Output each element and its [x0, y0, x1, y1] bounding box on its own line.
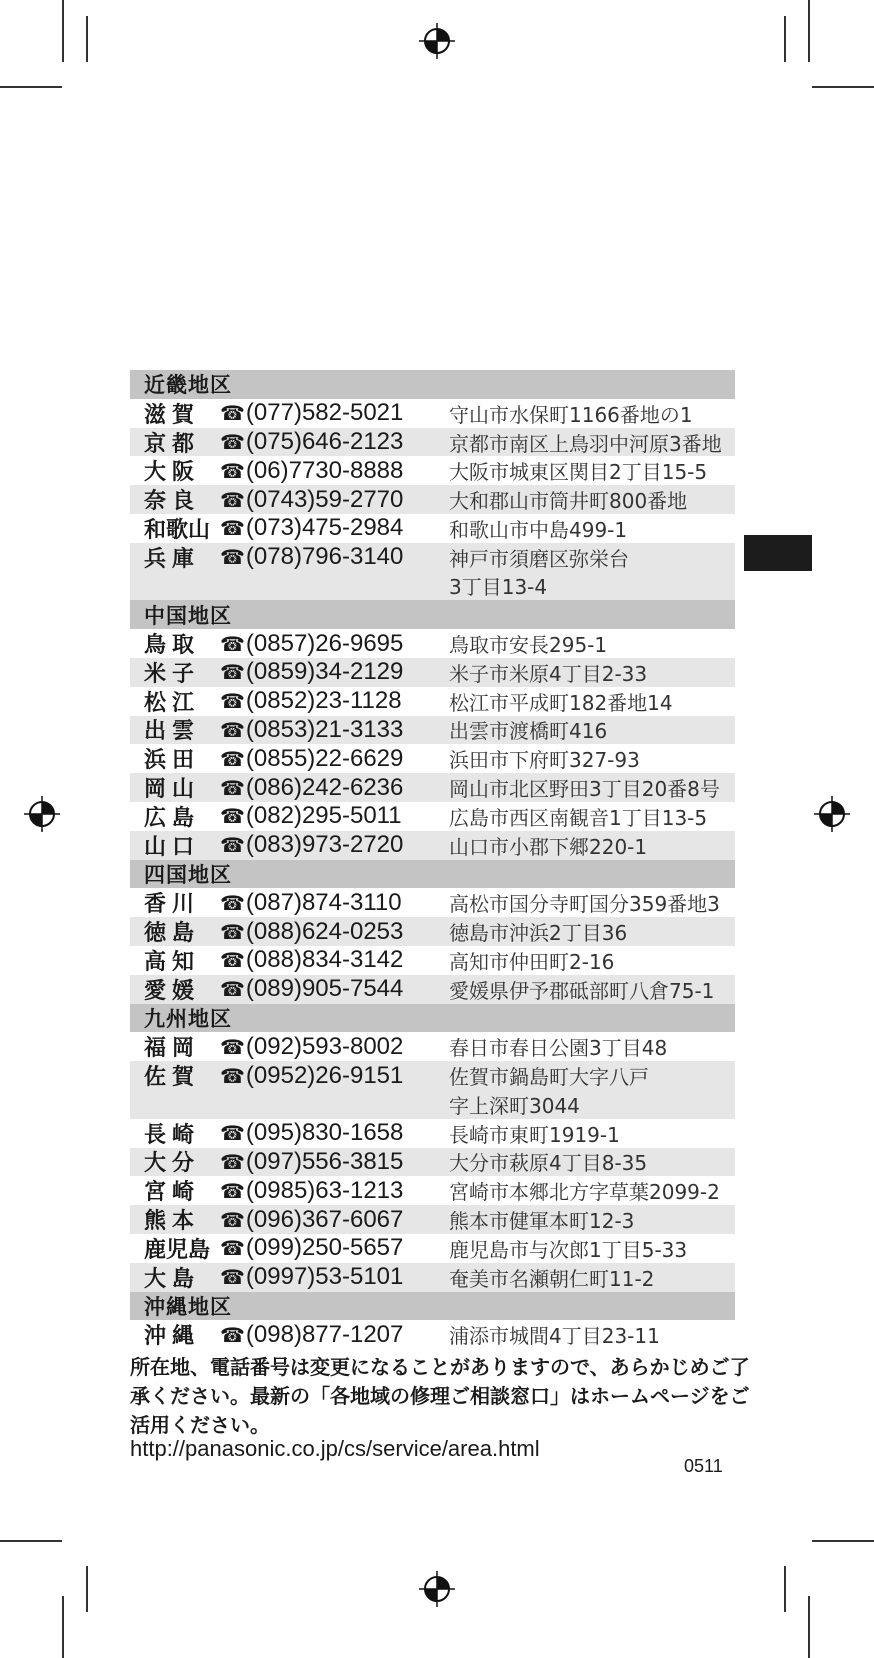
telephone-icon: ☎ [220, 460, 245, 483]
prefecture-name: 松江 [144, 690, 201, 716]
prefecture-name: 宮崎 [144, 1180, 201, 1206]
prefecture-name: 米子 [144, 661, 201, 687]
phone-number [220, 514, 435, 542]
phone-number-text: (0859)34-2129 [245, 658, 404, 686]
crop-mark [784, 16, 786, 62]
crop-mark [808, 0, 810, 62]
registration-mark-icon [419, 1571, 455, 1607]
telephone-icon: ☎ [220, 1036, 245, 1059]
table-row [130, 428, 735, 457]
address: 愛媛県伊予郡砥部町八倉75-1 [449, 978, 715, 1003]
prefecture-name: 福岡 [144, 1036, 201, 1062]
phone-number-text: (088)624-0253 [245, 917, 404, 945]
table-row [130, 658, 735, 687]
crop-mark [808, 1596, 810, 1658]
address: 宮崎市本郷北方字草葉2099-2 [449, 1180, 720, 1205]
prefecture-name: 熊本 [144, 1209, 201, 1235]
registration-mark-icon [814, 796, 850, 832]
telephone-icon: ☎ [220, 719, 245, 742]
phone-number [220, 658, 435, 686]
prefecture-name: 愛媛 [144, 978, 201, 1004]
crop-mark [86, 1566, 88, 1612]
telephone-icon: ☎ [220, 1180, 245, 1203]
phone-number [220, 716, 435, 744]
telephone-icon: ☎ [220, 806, 245, 829]
prefecture-name: 大島 [144, 1266, 201, 1292]
region-header [130, 1004, 735, 1033]
prefecture-name: 浜田 [144, 748, 201, 774]
telephone-icon: ☎ [220, 691, 245, 714]
phone-number [220, 543, 435, 571]
crop-mark [784, 1566, 786, 1612]
address: 大和郡山市筒井町800番地 [449, 489, 688, 514]
phone-number-text: (092)593-8002 [245, 1032, 404, 1060]
phone-number [220, 1234, 435, 1262]
table-row [130, 687, 735, 716]
table-row [130, 716, 735, 745]
phone-number-text: (073)475-2984 [245, 514, 404, 542]
table-row [130, 888, 735, 917]
table-row [130, 946, 735, 975]
phone-number-text: (082)295-5011 [245, 802, 402, 830]
telephone-icon: ☎ [220, 921, 245, 944]
prefecture-name: 岡山 [144, 777, 201, 803]
phone-number [220, 1206, 435, 1234]
prefecture-name: 沖縄 [144, 1324, 201, 1350]
table-row [130, 399, 735, 428]
document-code: 0511 [684, 1456, 723, 1476]
region-name: 中国地区 [144, 603, 232, 628]
address: 佐賀市鍋島町大字八戸 [449, 1065, 649, 1090]
region-name: 四国地区 [144, 862, 232, 887]
phone-number-text: (095)830-1658 [245, 1119, 404, 1147]
telephone-icon: ☎ [220, 748, 245, 771]
phone-number [220, 1263, 435, 1291]
table-row [130, 744, 735, 773]
telephone-icon: ☎ [220, 835, 245, 858]
phone-number [220, 630, 435, 658]
table-row [130, 456, 735, 485]
address: 和歌山市中島499-1 [449, 517, 628, 542]
phone-number [220, 399, 435, 427]
phone-number [220, 1062, 435, 1090]
telephone-icon: ☎ [220, 1324, 245, 1347]
table-row [130, 917, 735, 946]
table-row [130, 485, 735, 514]
phone-number [220, 486, 435, 514]
address: 春日市春日公園3丁目48 [449, 1036, 668, 1061]
address: 高知市仲田町2-16 [449, 949, 615, 974]
phone-number-text: (0952)26-9151 [245, 1061, 404, 1089]
phone-number-text: (0857)26-9695 [245, 629, 404, 657]
phone-number-text: (098)877-1207 [245, 1320, 404, 1348]
phone-number [220, 1148, 435, 1176]
phone-number-text: (075)646-2123 [245, 427, 404, 455]
table-row [130, 1176, 735, 1205]
telephone-icon: ☎ [220, 547, 245, 570]
phone-number [220, 428, 435, 456]
region-header [130, 1292, 735, 1321]
telephone-icon: ☎ [220, 1209, 245, 1232]
telephone-icon: ☎ [220, 1123, 245, 1146]
table-row [130, 975, 735, 1004]
address: 熊本市健軍本町12-3 [449, 1209, 635, 1234]
service-url-link[interactable]: http://panasonic.co.jp/cs/service/area.html [130, 1436, 540, 1461]
prefecture-name: 滋賀 [144, 402, 201, 428]
crop-mark [812, 86, 874, 88]
address: 鹿児島市与次郎1丁目5-33 [449, 1237, 688, 1262]
phone-number [220, 802, 435, 830]
telephone-icon: ☎ [220, 518, 245, 541]
prefecture-name: 兵庫 [144, 546, 201, 572]
table-row [130, 1263, 735, 1292]
phone-number [220, 975, 435, 1003]
phone-number-text: (0852)23-1128 [245, 687, 402, 715]
prefecture-name: 香川 [144, 892, 201, 918]
phone-number [220, 1177, 435, 1205]
table-row [130, 543, 735, 572]
address: 鳥取市安長295-1 [449, 633, 608, 658]
prefecture-name: 和歌山 [144, 517, 211, 543]
phone-number-text: (0985)63-1213 [245, 1176, 404, 1204]
repair-center-table [130, 370, 735, 1349]
prefecture-name: 広島 [144, 805, 201, 831]
table-row [130, 1148, 735, 1177]
phone-number-text: (0743)59-2770 [245, 485, 404, 513]
phone-number-text: (078)796-3140 [245, 543, 404, 571]
telephone-icon: ☎ [220, 662, 245, 685]
phone-number [220, 457, 435, 485]
table-row [130, 629, 735, 658]
address: 米子市米原4丁目2-33 [449, 661, 648, 686]
telephone-icon: ☎ [220, 1267, 245, 1290]
crop-mark [0, 86, 62, 88]
table-row [130, 1205, 735, 1234]
telephone-icon: ☎ [220, 979, 245, 1002]
telephone-icon: ☎ [220, 489, 245, 512]
phone-number [220, 1321, 435, 1349]
telephone-icon: ☎ [220, 431, 245, 454]
telephone-icon: ☎ [220, 950, 245, 973]
address: 大分市萩原4丁目8-35 [449, 1151, 648, 1176]
prefecture-name: 大分 [144, 1151, 201, 1177]
phone-number [220, 774, 435, 802]
prefecture-name: 山口 [144, 834, 201, 860]
address: 京都市南区上鳥羽中河原3番地 [449, 431, 722, 456]
address: 長崎市東町1919-1 [449, 1122, 620, 1147]
telephone-icon: ☎ [220, 777, 245, 800]
crop-mark [86, 16, 88, 62]
region-name: 沖縄地区 [144, 1294, 232, 1319]
telephone-icon: ☎ [220, 633, 245, 656]
phone-number-text: (06)7730-8888 [245, 456, 404, 484]
phone-number [220, 1033, 435, 1061]
prefecture-name: 鳥取 [144, 633, 201, 659]
phone-number [220, 1119, 435, 1147]
table-row [130, 514, 735, 543]
registration-mark-icon [419, 23, 455, 59]
address: 奄美市名瀬朝仁町11-2 [449, 1266, 655, 1291]
phone-number [220, 946, 435, 974]
table-row-continuation [130, 1090, 735, 1119]
region-name: 近畿地区 [144, 373, 232, 398]
region-name: 九州地区 [144, 1006, 232, 1031]
index-tab [744, 535, 812, 571]
address: 岡山市北区野田3丁目20番8号 [449, 777, 720, 802]
address: 守山市水保町1166番地の1 [449, 402, 693, 427]
table-row [130, 1061, 735, 1090]
phone-number-text: (0855)22-6629 [245, 744, 404, 772]
phone-number [220, 889, 435, 917]
table-row [130, 831, 735, 860]
address: 大阪市城東区関目2丁目15-5 [449, 460, 708, 485]
table-row [130, 1119, 735, 1148]
telephone-icon: ☎ [220, 892, 245, 915]
table-row [130, 1320, 735, 1349]
address: 3丁目13-4 [449, 575, 548, 600]
address: 徳島市沖浜2丁目36 [449, 921, 628, 946]
phone-number-text: (0997)53-5101 [245, 1263, 404, 1291]
address: 高松市国分寺町国分359番地3 [449, 892, 720, 917]
phone-number-text: (099)250-5657 [245, 1234, 404, 1262]
phone-number [220, 745, 435, 773]
crop-mark [62, 0, 64, 62]
phone-number-text: (0853)21-3133 [245, 715, 404, 743]
prefecture-name: 奈良 [144, 489, 201, 515]
address: 字上深町3044 [449, 1093, 580, 1118]
telephone-icon: ☎ [220, 1151, 245, 1174]
prefecture-name: 高知 [144, 949, 201, 975]
address: 広島市西区南観音1丁目13-5 [449, 805, 708, 830]
region-header [130, 860, 735, 889]
registration-mark-icon [24, 796, 60, 832]
phone-number [220, 918, 435, 946]
phone-number-text: (089)905-7544 [245, 975, 404, 1003]
prefecture-name: 大阪 [144, 460, 201, 486]
prefecture-name: 徳島 [144, 921, 201, 947]
phone-number-text: (097)556-3815 [245, 1147, 404, 1175]
prefecture-name: 京都 [144, 431, 201, 457]
telephone-icon: ☎ [220, 403, 245, 426]
table-row [130, 802, 735, 831]
address: 神戸市須磨区弥栄台 [449, 546, 629, 571]
region-header [130, 370, 735, 399]
crop-mark [812, 1540, 874, 1542]
crop-mark [0, 1540, 62, 1542]
address: 山口市小郡下郷220-1 [449, 834, 648, 859]
table-row [130, 1032, 735, 1061]
address: 出雲市渡橋町416 [449, 719, 608, 744]
address: 浦添市城間4丁目23-11 [449, 1324, 660, 1349]
phone-number-text: (083)973-2720 [245, 831, 404, 859]
region-header [130, 600, 735, 629]
table-row [130, 1234, 735, 1263]
phone-number-text: (088)834-3142 [245, 946, 404, 974]
phone-number-text: (086)242-6236 [245, 773, 404, 801]
address: 松江市平成町182番地14 [449, 690, 673, 715]
address: 浜田市下府町327-93 [449, 748, 640, 773]
phone-number-text: (087)874-3110 [245, 888, 402, 916]
crop-mark [62, 1596, 64, 1658]
prefecture-name: 佐賀 [144, 1065, 201, 1091]
telephone-icon: ☎ [220, 1238, 245, 1261]
telephone-icon: ☎ [220, 1065, 245, 1088]
notice-text: 所在地、電話番号は変更になることがありますので、あらかじめご了承ください。最新の「各地域の修理ご相談窓口」はホームページをご活用ください。 [130, 1355, 750, 1437]
phone-number-text: (077)582-5021 [245, 399, 404, 427]
prefecture-name: 鹿児島 [144, 1237, 211, 1263]
phone-number-text: (096)367-6067 [245, 1205, 404, 1233]
prefecture-name: 出雲 [144, 719, 201, 745]
phone-number [220, 831, 435, 859]
phone-number [220, 687, 435, 715]
prefecture-name: 長崎 [144, 1122, 201, 1148]
table-row-continuation [130, 572, 735, 601]
table-row [130, 773, 735, 802]
